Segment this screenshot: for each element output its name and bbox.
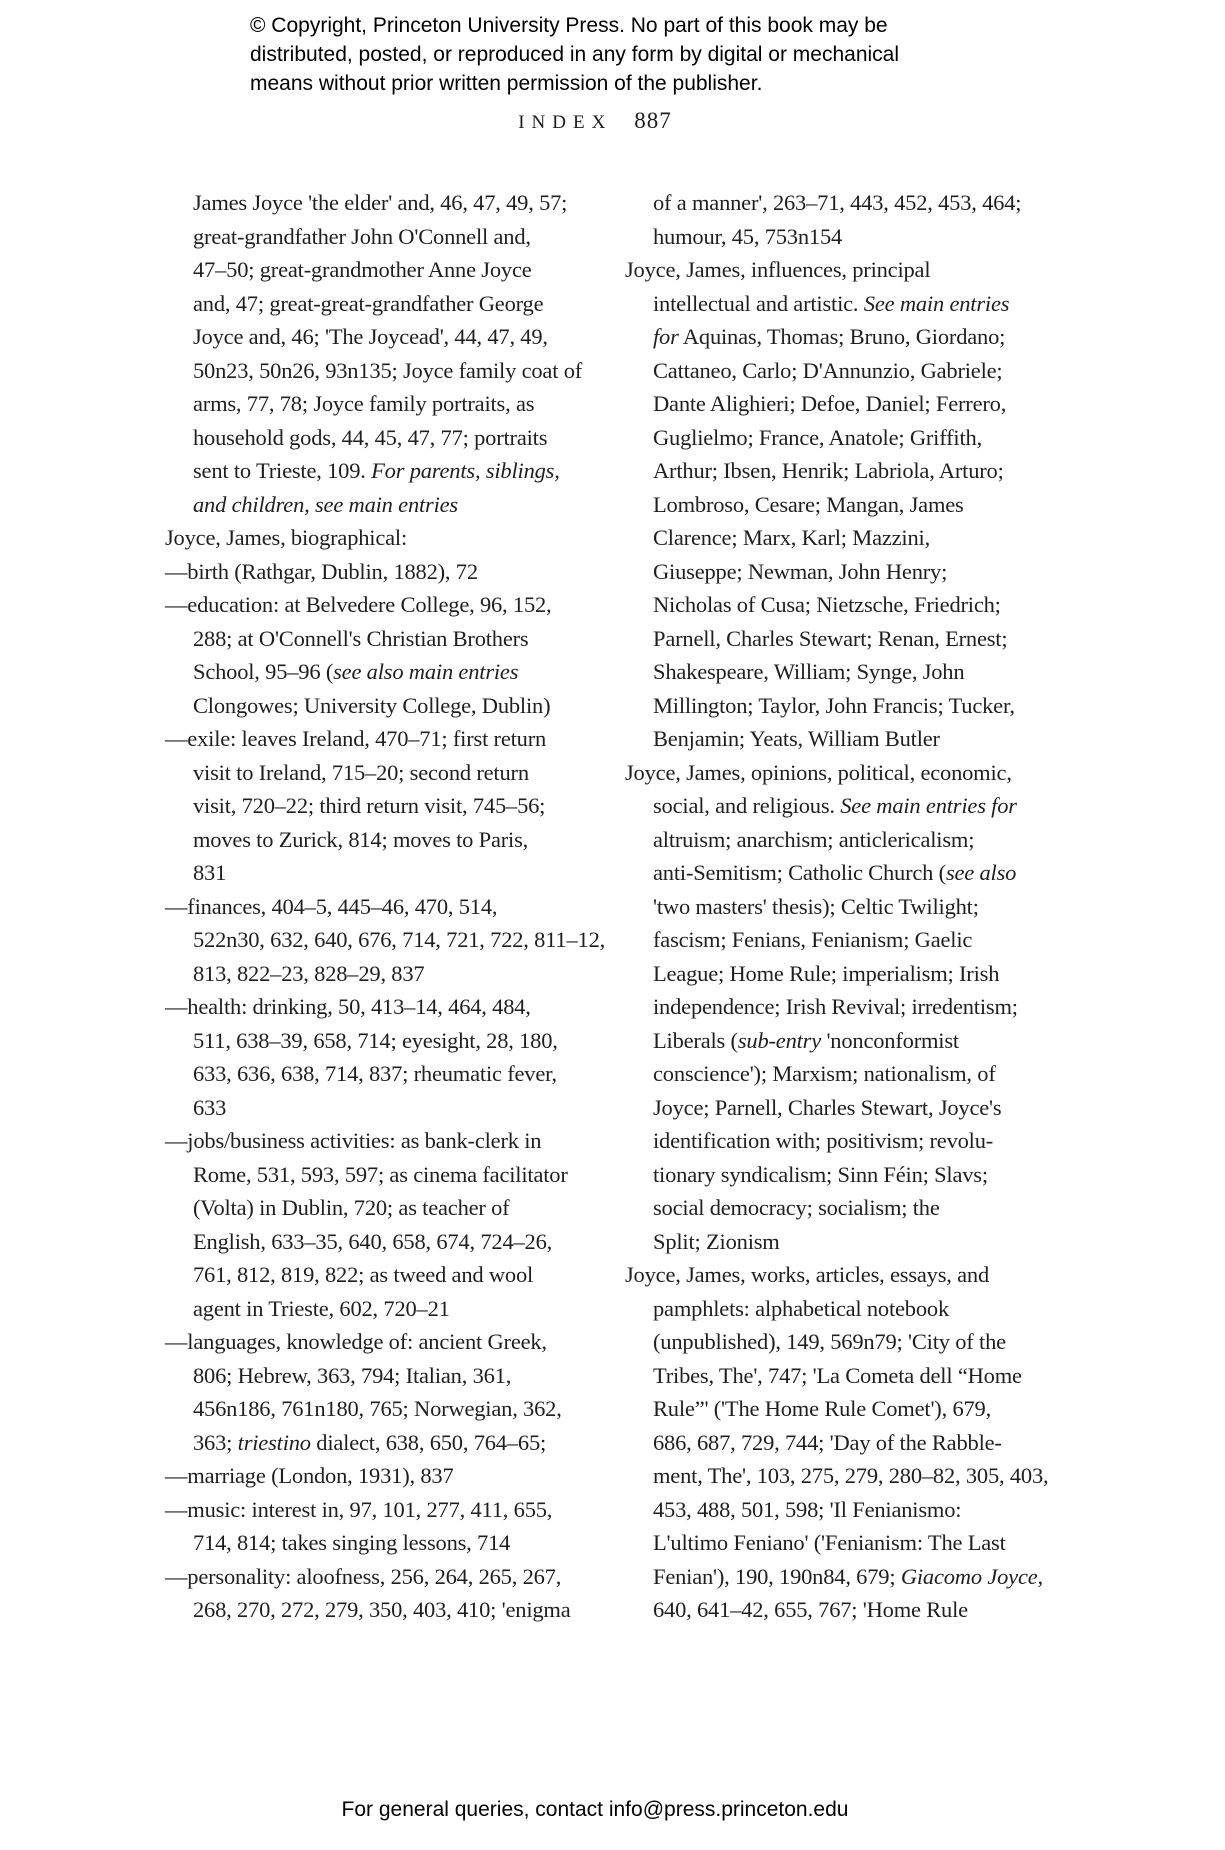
index-line: (Volta) in Dublin, 720; as teacher of [193, 1195, 510, 1220]
index-line: conscience'); Marxism; nationalism, of [653, 1061, 996, 1086]
index-line: Dante Alighieri; Defoe, Daniel; Ferrero, [653, 391, 1007, 416]
index-line: Arthur; Ibsen, Henrik; Labriola, Arturo; [653, 458, 1004, 483]
index-line: Shakespeare, William; Synge, John [653, 659, 965, 684]
index-line: Fenian'), 190, 190n84, 679; Giacomo Joyce, [653, 1563, 1043, 1589]
index-line: 686, 687, 729, 744; 'Day of the Rabble- [653, 1429, 1002, 1455]
index-line: (unpublished), 149, 569n79; 'City of the [653, 1329, 1006, 1354]
copyright-notice [250, 11, 899, 98]
index-line: intellectual and artistic. See main entries [653, 290, 1010, 316]
index-line: Liberals (sub-entry 'nonconformist [653, 1027, 959, 1053]
index-line: School, 95–96 (see also main entries [193, 659, 519, 684]
index-line: Joyce and, 46; 'The Joycead', 44, 47, 49, [193, 324, 548, 349]
index-line: Clongowes; University College, Dublin) [193, 692, 551, 718]
index-body [165, 186, 1092, 1627]
index-line: 453, 488, 501, 598; 'Il Fenianismo: [653, 1496, 962, 1522]
index-line: —languages, knowledge of: ancient Greek, [165, 1329, 547, 1354]
page-number: 887 [634, 108, 672, 133]
index-line: 363; triestino dialect, 638, 650, 764–65; [193, 1429, 547, 1455]
index-line: sent to Trieste, 109. For parents, siblings, [193, 458, 560, 483]
index-line: 813, 822–23, 828–29, 837 [193, 960, 425, 986]
index-line: 831 [193, 860, 227, 885]
index-line: independence; Irish Revival; irredentism; [653, 994, 1018, 1019]
index-line: Benjamin; Yeats, William Butler [653, 726, 940, 751]
index-line: moves to Zurick, 814; moves to Paris, [193, 826, 529, 852]
index-line: 522n30, 632, 640, 676, 714, 721, 722, 811–12, [193, 927, 606, 952]
index-line: visit, 720–22; third return visit, 745–56; [193, 793, 546, 818]
index-line: Joyce, James, influences, principal [625, 257, 931, 282]
index-line: pamphlets: alphabetical notebook [653, 1295, 950, 1321]
index-line: 'two masters' thesis); Celtic Twilight; [653, 893, 979, 919]
index-line: arms, 77, 78; Joyce family portraits, as [193, 391, 535, 416]
index-line: household gods, 44, 45, 47, 77; portraits [193, 424, 548, 450]
index-line: Joyce; Parnell, Charles Stewart, Joyce's [653, 1094, 1002, 1120]
index-line: —exile: leaves Ireland, 470–71; first return [165, 726, 547, 751]
index-line: 47–50; great-grandmother Anne Joyce [193, 257, 532, 282]
index-line: Joyce, James, works, articles, essays, and [625, 1262, 990, 1287]
index-line: Nicholas of Cusa; Nietzsche, Friedrich; [653, 592, 1001, 617]
index-line: 761, 812, 819, 822; as tweed and wool [193, 1262, 534, 1287]
page-header [0, 108, 1190, 134]
index-line: 511, 638–39, 658, 714; eyesight, 28, 180, [193, 1027, 558, 1053]
index-line: —birth (Rathgar, Dublin, 1882), 72 [165, 558, 478, 584]
index-line: tionary syndicalism; Sinn Féin; Slavs; [653, 1161, 988, 1187]
index-line: —music: interest in, 97, 101, 277, 411, 655, [165, 1496, 553, 1522]
index-line: 456n186, 761n180, 765; Norwegian, 362, [193, 1396, 562, 1421]
index-line: Clarence; Marx, Karl; Mazzini, [653, 525, 931, 550]
index-line: Giuseppe; Newman, John Henry; [653, 558, 948, 584]
index-line: 714, 814; takes singing lessons, 714 [193, 1530, 511, 1555]
index-line: Lombroso, Cesare; Mangan, James [653, 491, 964, 517]
index-line: Rule”' ('The Home Rule Comet'), 679, [653, 1396, 992, 1421]
index-line: altruism; anarchism; anticlericalism; [653, 826, 975, 852]
index-line: Tribes, The', 747; 'La Cometa dell “Home [653, 1362, 1022, 1388]
footer-queries-note: For general queries, contact info@press.princeton.edu [341, 1798, 849, 1821]
index-line: anti-Semitism; Catholic Church (see also [653, 860, 1017, 885]
index-line: of a manner', 263–71, 443, 452, 453, 464; [653, 190, 1022, 215]
index-line: 633, 636, 638, 714, 837; rheumatic fever, [193, 1061, 557, 1086]
index-line: Millington; Taylor, John Francis; Tucker, [653, 692, 1015, 718]
index-line: —finances, 404–5, 445–46, 470, 514, [165, 893, 498, 919]
index-line: humour, 45, 753n154 [653, 223, 843, 249]
index-line: —jobs/business activities: as bank-clerk in [165, 1128, 542, 1153]
index-line: L'ultimo Feniano' ('Fenianism: The Last [653, 1530, 1006, 1555]
index-line: and children, see main entries [193, 491, 458, 517]
index-line: —health: drinking, 50, 413–14, 464, 484, [165, 994, 531, 1019]
index-line: social democracy; socialism; the [653, 1195, 940, 1220]
index-line: —marriage (London, 1931), 837 [165, 1463, 454, 1488]
index-line: visit to Ireland, 715–20; second return [193, 759, 529, 785]
copyright-line: means without prior written permission of the publisher. [250, 72, 763, 95]
index-line: social, and religious. See main entries for [653, 793, 1017, 818]
index-line: 288; at O'Connell's Christian Brothers [193, 625, 529, 651]
index-line: —personality: aloofness, 256, 264, 265, 267, [165, 1563, 562, 1589]
index-line: 50n23, 50n26, 93n135; Joyce family coat of [193, 357, 583, 383]
index-line: identification with; positivism; revolu- [653, 1128, 994, 1153]
copyright-line: distributed, posted, or reproduced in any form by digital or mechanical [250, 43, 900, 66]
index-line: fascism; Fenians, Fenianism; Gaelic [653, 927, 973, 952]
index-line: League; Home Rule; imperialism; Irish [653, 960, 1000, 986]
index-line: 268, 270, 272, 279, 350, 403, 410; 'enigma [193, 1597, 571, 1622]
index-line: English, 633–35, 640, 658, 674, 724–26, [193, 1228, 553, 1254]
index-line: Split; Zionism [653, 1228, 780, 1254]
index-line: 806; Hebrew, 363, 794; Italian, 361, [193, 1362, 512, 1388]
index-line: Joyce, James, opinions, political, economic, [625, 759, 1012, 785]
index-line: great-grandfather John O'Connell and, [193, 223, 531, 249]
index-line: Cattaneo, Carlo; D'Annunzio, Gabriele; [653, 357, 1003, 383]
index-line: —education: at Belvedere College, 96, 152, [165, 592, 552, 617]
index-line: ment, The', 103, 275, 279, 280–82, 305, 403, [653, 1463, 1049, 1488]
index-line: for Aquinas, Thomas; Bruno, Giordano; [653, 324, 1006, 349]
index-line: and, 47; great-great-grandfather George [193, 290, 544, 316]
index-line: James Joyce 'the elder' and, 46, 47, 49, 57; [193, 190, 568, 215]
index-line: Joyce, James, biographical: [165, 525, 408, 550]
index-column-right [625, 186, 1092, 1627]
index-line: 640, 641–42, 655, 767; 'Home Rule [653, 1597, 968, 1622]
index-column-left [165, 186, 625, 1627]
index-line: Parnell, Charles Stewart; Renan, Ernest; [653, 625, 1008, 651]
index-line: Rome, 531, 593, 597; as cinema facilitator [193, 1161, 568, 1187]
index-line: 633 [193, 1094, 227, 1120]
index-line: agent in Trieste, 602, 720–21 [193, 1295, 450, 1321]
index-title: INDEX [518, 112, 613, 133]
copyright-line: © Copyright, Princeton University Press. No part of this book may be [250, 14, 888, 37]
index-line: Guglielmo; France, Anatole; Griffith, [653, 424, 982, 450]
